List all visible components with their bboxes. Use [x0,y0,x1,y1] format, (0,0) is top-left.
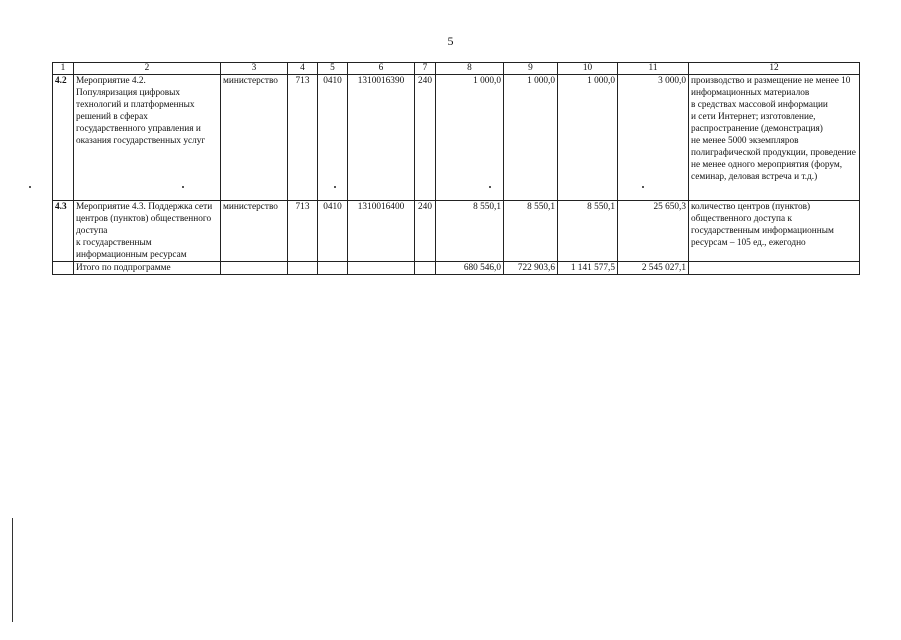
column-header: 1 [53,63,74,75]
column-header: 6 [348,63,415,75]
column-header: 12 [689,63,860,75]
total-year1: 680 546,0 [436,262,504,275]
total-value: 25 650,3 [618,201,689,262]
column-header: 2 [74,63,221,75]
year1-value: 1 000,0 [436,75,504,201]
executor: министерство [221,201,288,262]
activity-name: Мероприятие 4.3. Поддержка сети центров (пунктов) общественного доступа к государственным информационным ресурсам [74,201,221,262]
section-code: 0410 [318,75,348,201]
column-number-row [53,63,860,75]
column-header: 10 [558,63,618,75]
column-header: 7 [415,63,436,75]
total-row [53,262,860,275]
subprogram-table [52,62,860,275]
grbs-code: 713 [288,75,318,201]
page-number: 5 [447,34,454,48]
table-row [53,75,860,201]
executor: министерство [221,75,288,201]
target-article-code: 1310016390 [348,75,415,201]
year2-value: 8 550,1 [504,201,558,262]
expected-result: производство и размещение не менее 10 информационных материалов в средствах массовой информации и сети Интернет; изготовление, распространение (демонстрация) не менее 5000 экземпляров полиграфической продукции, проведение не менее одного мероприятия (форум, семинар, деловая встреча и т.д.) [689,75,860,201]
scan-speck [642,186,644,188]
scan-speck [489,186,491,188]
total-value: 3 000,0 [618,75,689,201]
column-header: 8 [436,63,504,75]
column-header: 9 [504,63,558,75]
year3-value: 8 550,1 [558,201,618,262]
grbs-code: 713 [288,201,318,262]
column-header: 5 [318,63,348,75]
row-number: 4.3 [53,201,74,262]
expense-type-code: 240 [415,75,436,201]
empty-cell [53,262,74,275]
total-sum: 2 545 027,1 [618,262,689,275]
scan-speck [182,186,184,188]
total-year3: 1 141 577,5 [558,262,618,275]
table-row [53,201,860,262]
expected-result: количество центров (пунктов) общественного доступа к государственным информационным ресурсам – 105 ед., ежегодно [689,201,860,262]
empty-cell [221,262,288,275]
year1-value: 8 550,1 [436,201,504,262]
year3-value: 1 000,0 [558,75,618,201]
empty-cell [318,262,348,275]
target-article-code: 1310016400 [348,201,415,262]
scan-speck [334,186,336,188]
column-header: 3 [221,63,288,75]
total-year2: 722 903,6 [504,262,558,275]
year2-value: 1 000,0 [504,75,558,201]
expense-type-code: 240 [415,201,436,262]
column-header: 11 [618,63,689,75]
empty-cell [689,262,860,275]
scan-margin-line [12,518,13,622]
empty-cell [415,262,436,275]
row-number: 4.2 [53,75,74,201]
total-label: Итого по подпрограмме [74,262,221,275]
section-code: 0410 [318,201,348,262]
column-header: 4 [288,63,318,75]
scan-speck [29,186,31,188]
empty-cell [288,262,318,275]
empty-cell [348,262,415,275]
activity-name: Мероприятие 4.2. Популяризация цифровых технологий и платформенных решений в сферах государственного управления и оказания государственных услуг [74,75,221,201]
